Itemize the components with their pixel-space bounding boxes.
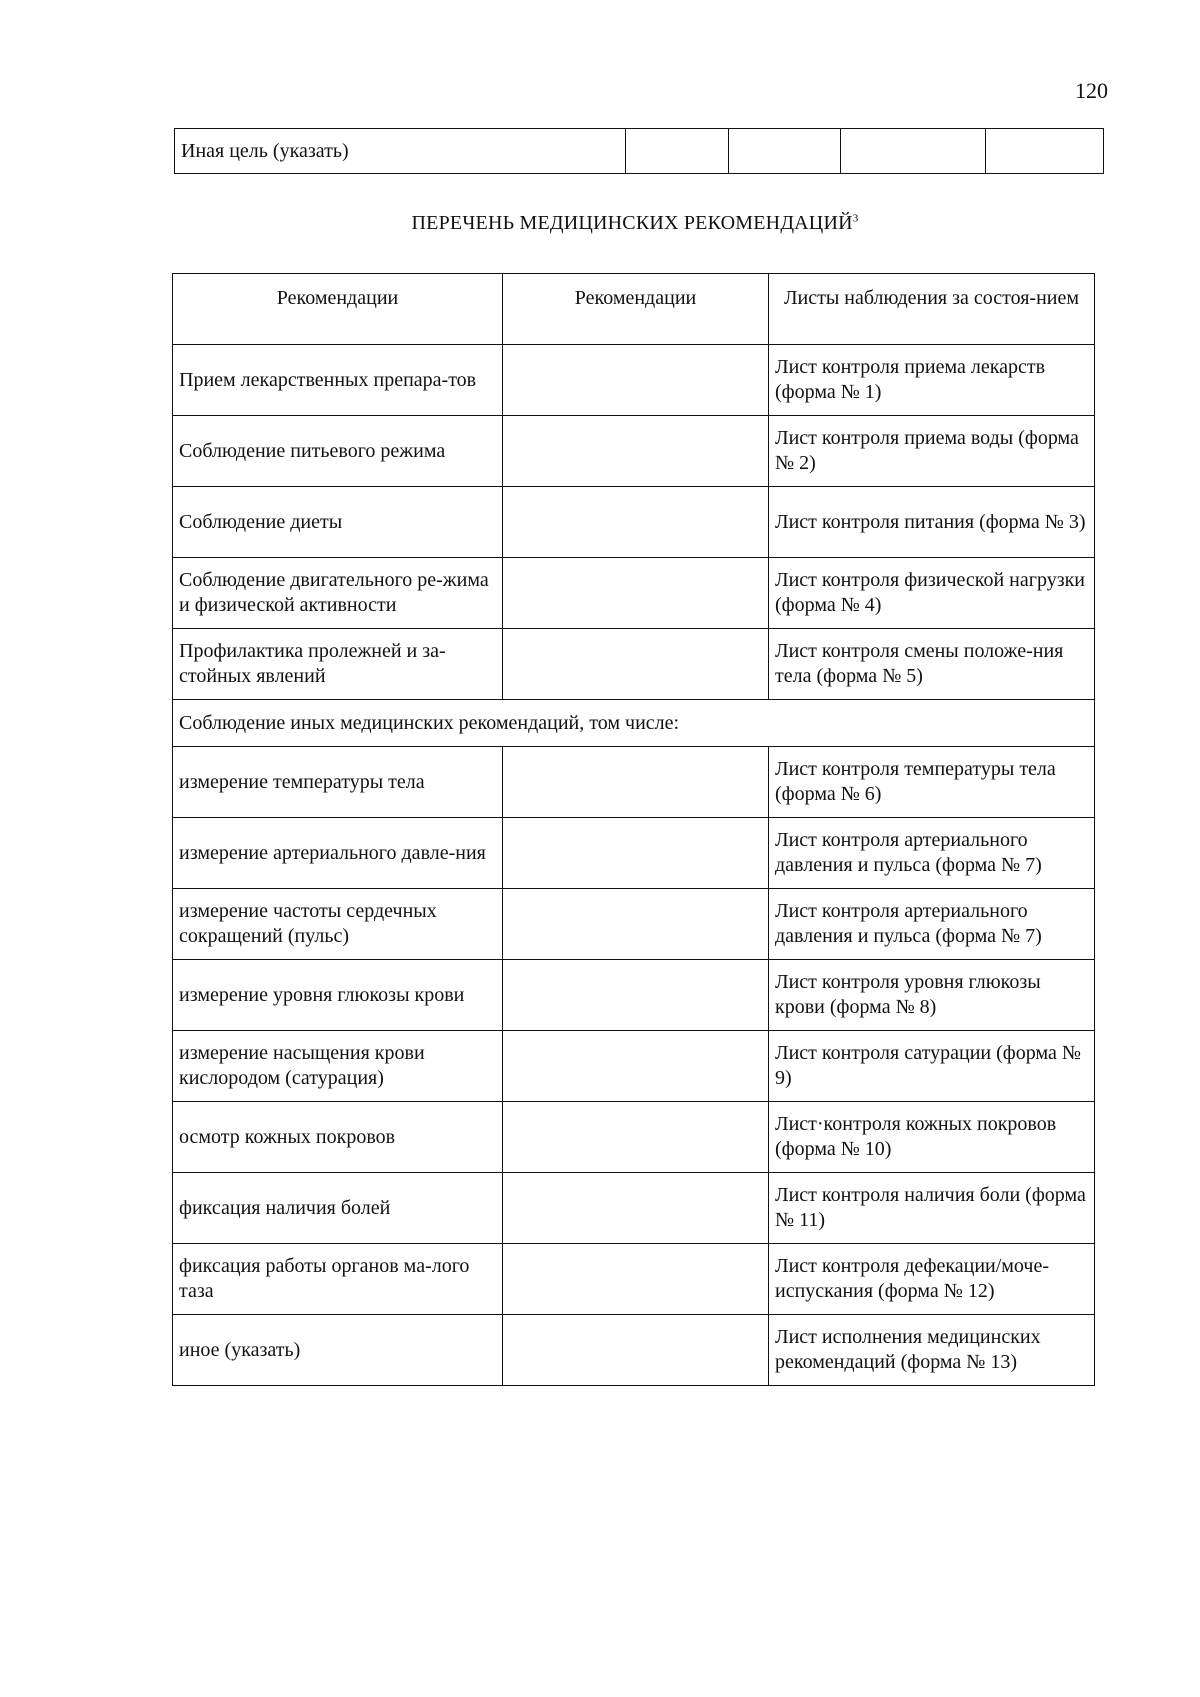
observation-sheet-cell: Лист контроля сатурации (форма № 9) [769, 1031, 1095, 1102]
empty-cell [503, 487, 769, 558]
header-recommendations-2: Рекомендации [503, 274, 769, 345]
recommendations-table [172, 273, 1095, 1386]
observation-sheet-cell: Лист контроля смены положе-ния тела (форма № 5) [769, 629, 1095, 700]
recommendation-cell: фиксация работы органов ма-лого таза [173, 1244, 503, 1315]
header-recommendations: Рекомендации [173, 274, 503, 345]
observation-sheet-cell: Лист контроля приема воды (форма № 2) [769, 416, 1095, 487]
other-purpose-cell: Иная цель (указать) [175, 129, 626, 174]
section-title-text: ПЕРЕЧЕНЬ МЕДИЦИНСКИХ РЕКОМЕНДАЦИЙ [411, 212, 853, 234]
empty-cell [503, 629, 769, 700]
recommendation-cell: измерение температуры тела [173, 747, 503, 818]
empty-cell [503, 345, 769, 416]
other-recommendations-heading: Соблюдение иных медицинских рекомендаций, том числе: [173, 700, 1095, 747]
span-row [173, 700, 1095, 747]
recommendation-cell: измерение артериального давле-ния [173, 818, 503, 889]
recommendation-cell: Соблюдение двигательного ре-жима и физической активности [173, 558, 503, 629]
empty-cell [503, 1315, 769, 1386]
observation-sheet-cell: Лист контроля уровня глюкозы крови (форма № 8) [769, 960, 1095, 1031]
observation-sheet-cell: Лист контроля артериального давления и пульса (форма № 7) [769, 889, 1095, 960]
table-row [173, 345, 1095, 416]
recommendation-cell: измерение уровня глюкозы крови [173, 960, 503, 1031]
empty-cell [503, 960, 769, 1031]
observation-sheet-cell: Лист контроля питания (форма № 3) [769, 487, 1095, 558]
table-row [173, 818, 1095, 889]
empty-cell [503, 1244, 769, 1315]
observation-sheet-cell: Лист контроля физической нагрузки (форма № 4) [769, 558, 1095, 629]
empty-cell [985, 129, 1104, 174]
table-row [173, 558, 1095, 629]
empty-cell [503, 747, 769, 818]
recommendation-cell: осмотр кожных покровов [173, 1102, 503, 1173]
observation-sheet-cell: Лист контроля дефекации/моче-испускания (форма № 12) [769, 1244, 1095, 1315]
header-observation-sheets: Листы наблюдения за состоя-нием [769, 274, 1095, 345]
table-row [173, 487, 1095, 558]
empty-cell [503, 1102, 769, 1173]
table-row [173, 1244, 1095, 1315]
empty-cell [728, 129, 840, 174]
empty-cell [503, 1031, 769, 1102]
recommendation-cell: измерение насыщения крови кислородом (сатурация) [173, 1031, 503, 1102]
empty-cell [503, 889, 769, 960]
recommendation-cell: Профилактика пролежней и за-стойных явлений [173, 629, 503, 700]
empty-cell [503, 558, 769, 629]
table-row [173, 1031, 1095, 1102]
table-row [173, 1173, 1095, 1244]
recommendation-cell: иное (указать) [173, 1315, 503, 1386]
observation-sheet-cell: Лист контроля температуры тела (форма № 6) [769, 747, 1095, 818]
empty-cell [626, 129, 729, 174]
top-table [174, 128, 1104, 174]
table-row [175, 129, 1104, 174]
recommendation-cell: Прием лекарственных препара-тов [173, 345, 503, 416]
table-row [173, 960, 1095, 1031]
observation-sheet-cell: Лист исполнения медицинских рекомендаций (форма № 13) [769, 1315, 1095, 1386]
empty-cell [503, 818, 769, 889]
table-row [173, 629, 1095, 700]
table-row [173, 889, 1095, 960]
empty-cell [503, 1173, 769, 1244]
table-row [173, 1315, 1095, 1386]
table-row [173, 416, 1095, 487]
recommendation-cell: фиксация наличия болей [173, 1173, 503, 1244]
observation-sheet-cell: Лист контроля наличия боли (форма № 11) [769, 1173, 1095, 1244]
footnote-marker: 3 [852, 212, 859, 225]
recommendation-cell: измерение частоты сердечных сокращений (пульс) [173, 889, 503, 960]
observation-sheet-cell: Лист·контроля кожных покровов (форма № 10) [769, 1102, 1095, 1173]
page-number: 120 [1075, 78, 1108, 103]
table-row [173, 747, 1095, 818]
observation-sheet-cell: Лист контроля приема лекарств (форма № 1) [769, 345, 1095, 416]
observation-sheet-cell: Лист контроля артериального давления и пульса (форма № 7) [769, 818, 1095, 889]
empty-cell [841, 129, 985, 174]
recommendation-cell: Соблюдение диеты [173, 487, 503, 558]
table-header-row [173, 274, 1095, 345]
empty-cell [503, 416, 769, 487]
section-title [0, 212, 1200, 235]
recommendation-cell: Соблюдение питьевого режима [173, 416, 503, 487]
table-row [173, 1102, 1095, 1173]
